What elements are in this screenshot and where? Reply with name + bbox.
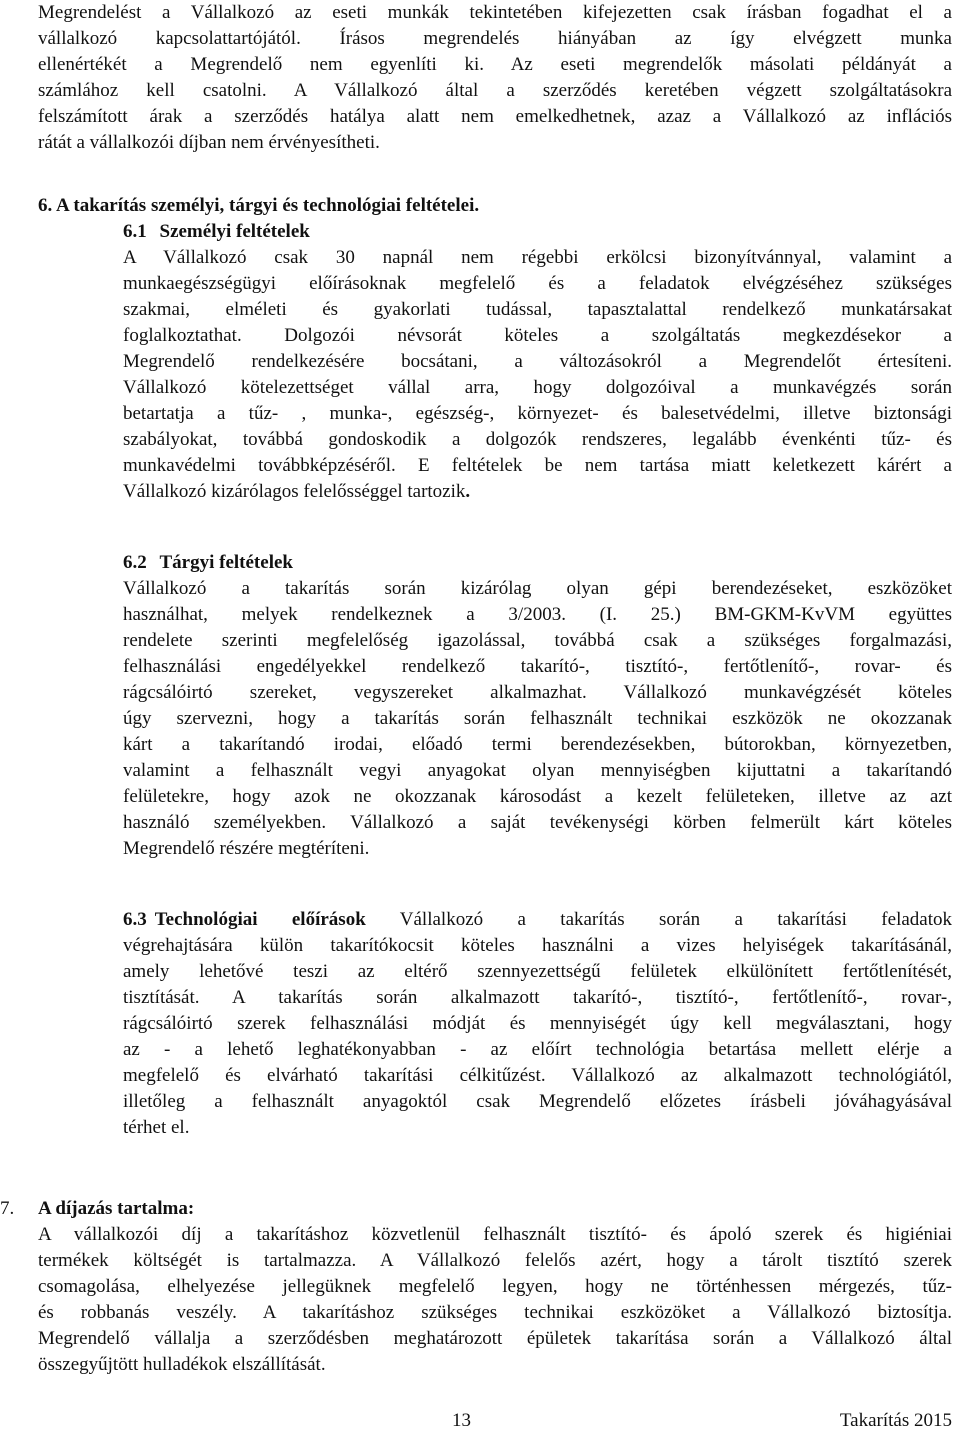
text-line: foglalkoztathat. Dolgozói névsorát köteles a szolgáltatás megkezdésekor a (123, 325, 952, 346)
text-line: használhat, melyek rendelkeznek a 3/2003. (I. 25.) BM-GKM-KvVM együttes (123, 604, 952, 625)
section-6-1-title: Személyi feltételek (159, 221, 310, 242)
text-line: összegyűjtött hulladékok elszállítását. (38, 1354, 326, 1375)
footer-document-title: Takarítás 2015 (839, 1410, 952, 1431)
section-6-1-body (123, 245, 952, 505)
intro-paragraph (38, 0, 952, 156)
text-line: valamint a felhasznált vegyi anyagokat olyan mennyiségben kijuttatni a takarítandó (123, 760, 952, 781)
text-line-content: Vállalkozó a takarítás során a takarítási feladatok (365, 909, 952, 930)
section-6-2-body (123, 576, 952, 862)
text-line: rendelete szerinti megfelelőség igazolással, továbbá csak a szükséges forgalmazási, (123, 630, 952, 651)
text-line: felhasználási engedélyekkel rendelkező takarító-, tisztító-, fertőtlenítő-, rovar- és (123, 656, 952, 677)
section-6-3-body (123, 907, 952, 1141)
text-line: amely lehetővé teszi az eltérő szennyezettségű felületek elkülönített fertőtlenítését, (123, 961, 952, 982)
text-line: Megrendelő vállalja a szerződésben meghatározott épületek takarítása során a Vállalkozó által (38, 1328, 952, 1349)
section-7-heading: A díjazás tartalma: (38, 1198, 195, 1219)
section-6-3-title: Technológiai előírások (154, 909, 366, 930)
text-line: rágcsálóirtó szerek felhasználási módját és mennyiségét úgy kell megválasztani, hogy (123, 1013, 952, 1034)
text-line: szakmai, elméleti és gyakorlati tudással, tapasztalattal rendelkező munkatársakat (123, 299, 952, 320)
text-line (123, 907, 952, 933)
section-6-2-number: 6.2 (123, 552, 147, 573)
text-line: felszámított árak a szerződés hatálya alatt nem emelkedhetnek, azaz a Vállalkozó az inflációs (38, 106, 952, 127)
section-6-1-number: 6.1 (123, 221, 147, 242)
text-line: szabályokat, továbbá gondoskodik a dolgozók rendszeres, legalább évenkénti tűz- és (123, 429, 952, 450)
text-line: úgy szervezni, hogy a takarítás során felhasznált technikai eszközök ne okozzanak (123, 708, 952, 729)
text-line-content: Vállalkozó kizárólagos felelősséggel tartozik (123, 481, 466, 502)
section-6-2-title-row (123, 550, 293, 576)
text-line: térhet el. (123, 1117, 190, 1138)
text-line: és robbanás veszély. A takarításhoz szükséges technikai eszközöket a Vállalkozó biztosítja. (38, 1302, 952, 1323)
text-line: csomagolása, elhelyezése jellegüknek megfelelő legyen, hogy ne történhessen mérgezés, tűz- (38, 1276, 952, 1297)
text-line: Megrendelő részére megtéríteni. (123, 838, 370, 859)
text-line: Megrendelő rendelkezésére bocsátani, a változásokról a Megrendelőt értesíteni. (123, 351, 952, 372)
text-line: megfelelő és elvárható takarítási célkitűzést. Vállalkozó az alkalmazott technológiától, (123, 1065, 952, 1086)
section-7-number: 7. (0, 1198, 15, 1219)
section-7-heading-row (0, 1196, 194, 1222)
text-line: termékek költségét is tartalmazza. A Vállalkozó felelős azért, hogy a tárolt tisztító szerek (38, 1250, 952, 1271)
text-line: rátát a vállalkozói díjban nem érvényesítheti. (38, 132, 380, 153)
text-line: munkavédelmi továbbképzéséről. E feltételek be nem tartása miatt keletkezett kárért a (123, 455, 952, 476)
section-6-3-number: 6.3 (123, 909, 147, 930)
text-line: A Vállalkozó csak 30 napnál nem régebbi erkölcsi bizonyítvánnyal, valamint a (123, 247, 952, 268)
text-line: ellenértékét a Megrendelő nem egyenlíti ki. Az eseti megrendelők másolati példányát a (38, 54, 952, 75)
text-line: tisztítását. A takarítás során alkalmazott takarító-, tisztító-, fertőtlenítő-, rovar-, (123, 987, 952, 1008)
text-line: vállalkozó kapcsolattartójától. Írásos megrendelés hiányában az így elvégzett munka (38, 28, 952, 49)
section-6-heading: 6. A takarítás személyi, tárgyi és technológiai feltételei. (38, 195, 480, 216)
section-7-body (38, 1222, 952, 1378)
text-line: betartatja a tűz- , munka-, egészség-, környezet- és balesetvédelmi, illetve biztonsági (123, 403, 952, 424)
text-line: használó személyekben. Vállalkozó a saját tevékenységi körben felmerült kárt köteles (123, 812, 952, 833)
section-6-2-title: Tárgyi feltételek (159, 552, 293, 573)
text-line: az - a lehető leghatékonyabban - az előírt technológia betartása mellett elérje a (123, 1039, 952, 1060)
text-line: munkaegészségügyi előírásoknak megfelelő és a feladatok elvégzéséhez szükséges (123, 273, 952, 294)
text-line (123, 479, 952, 505)
text-line: Megrendelést a Vállalkozó az eseti munkák tekintetében kifejezetten csak írásban fogadhat el a (38, 2, 952, 23)
text-line: végrehajtására külön takarítókocsit köteles használni a vizes helyiségek takarításánál, (123, 935, 952, 956)
text-line: A vállalkozói díj a takarításhoz közvetlenül felhasznált tisztító- és ápoló szerek és higiéniai (38, 1224, 952, 1245)
text-line: számlához kell csatolni. A Vállalkozó által a szerződés keretében végzett szolgáltatásokra (38, 80, 952, 101)
text-line: Vállalkozó kötelezettséget vállal arra, hogy dolgozóival a munkavégzés során (123, 377, 952, 398)
end-mark: . (465, 481, 471, 502)
text-line: Vállalkozó a takarítás során kizárólag olyan gépi berendezéseket, eszközöket (123, 578, 952, 599)
text-line: illetőleg a felhasznált anyagoktól csak Megrendelő előzetes írásbeli jóváhagyásával (123, 1091, 952, 1112)
footer-page-number: 13 (452, 1410, 471, 1431)
text-line: rágcsálóirtó szereket, vegyszereket alkalmazhat. Vállalkozó munkavégzését köteles (123, 682, 952, 703)
text-line: kárt a takarítandó irodai, előadó termi berendezésekben, bútorokban, környezetben, (123, 734, 952, 755)
section-6-1-title-row (123, 219, 310, 245)
text-line: felületekre, hogy azok ne okozzanak károsodást a kezelt felületeken, illetve az azt (123, 786, 952, 807)
